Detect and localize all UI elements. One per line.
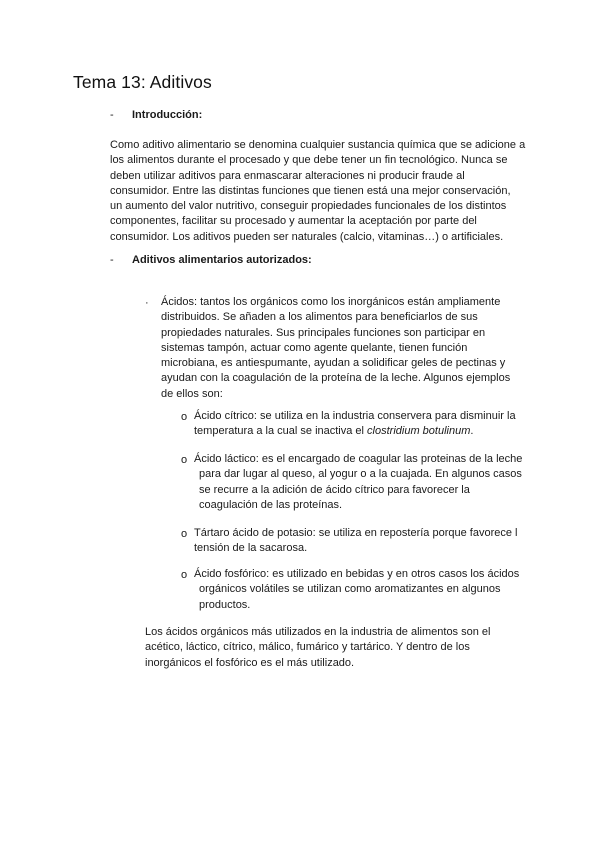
list-marker-icon: o [181,528,188,540]
example-line: se recurre a la adición de ácido cítrico para favorecer la [199,483,470,496]
intro-line: un aumento del valor nutritivo, conseguir propiedades funcionales de los distintos [110,200,507,213]
example-line: Ácido láctico: es el encargado de coagular las proteinas de la leche [194,453,523,465]
example-line: orgánicos volátiles se utilizan como aromatizantes en algunos [199,583,501,596]
list-marker-icon: o [181,569,188,581]
acidos-line: distribuidos. Se añaden a los alimentos para beneficiarlos de sus [161,311,478,324]
example-line-end: . [470,425,474,438]
section-heading-text: Introducción: [132,109,203,121]
bullet-icon: · [145,297,149,309]
section-heading-aditivos-autorizados [110,254,312,266]
closing-line: acético, láctico, cítrico, málico, fumárico y tartárico. Y dentro de los [145,641,470,654]
example-line: coagulación de las proteínas. [199,498,343,511]
intro-line: componentes, facilitar su procesado y aumentar la aceptación por parte del [110,215,477,228]
example-acido-fosforico [194,567,519,613]
example-line: para dar lugar al queso, al yogur o a la cuajada. En algunos casos [199,468,522,481]
page-title: Tema 13: Aditivos [73,72,212,92]
example-line: productos. [199,598,251,611]
acidos-line: de ellos son: [161,387,223,400]
closing-paragraph [145,625,490,671]
intro-paragraph [110,138,525,245]
acidos-paragraph [161,295,510,402]
example-line: Ácido fosfórico: es utilizado en bebidas y en otros casos los ácidos [194,568,520,580]
acidos-line: sistemas tampón, actuar como agente quelante, tienen función [161,341,468,354]
intro-line: deben utilizar aditivos para enmascarar alteraciones ni producir fraude al [110,169,465,182]
closing-line: Los ácidos orgánicos más utilizados en la industria de alimentos son el [145,626,491,638]
example-line: Tártaro ácido de potasio: se utiliza en repostería porque favorece l [194,527,518,539]
example-line: tensión de la sacarosa. [194,542,308,555]
section-dash: - [110,109,114,121]
list-marker-icon: o [181,411,188,423]
example-line: temperatura a la cual se inactiva el [194,425,368,438]
intro-line: los alimentos durante el procesado y que debe tener un fin tecnológico. Nunca se [110,154,508,167]
acidos-line: ayudan con la coagulación de la proteína de la leche. Algunos ejemplos [161,372,511,385]
section-dash: - [110,254,114,266]
section-heading-introduccion [110,109,202,121]
acidos-line: microbiana, es antiespumante, ayudan a solidificar geles de pectinas y [161,357,506,370]
intro-line: Como aditivo alimentario se denomina cualquier sustancia química que se adicione a [110,139,526,151]
acidos-line: Ácidos: tantos los orgánicos como los inorgánicos están ampliamente [161,296,501,308]
section-heading-text: Aditivos alimentarios autorizados: [132,254,312,266]
list-marker-icon: o [181,454,188,466]
example-tartaro [194,526,517,557]
intro-line: consumidor. Los aditivos pueden ser naturales (calcio, vitaminas…) o artificiales. [110,230,504,243]
example-acido-citrico [194,409,516,440]
acidos-line: propiedades naturales. Sus principales funciones son participar en [161,326,486,339]
closing-line: inorgánicos el fosfórico es el más utilizado. [145,656,355,669]
intro-line: consumidor. Entre las distintas funciones que tienen está una mejor conservación, [110,184,511,197]
example-line: Ácido cítrico: se utiliza en la industria conservera para disminuir la [194,410,516,422]
example-italic-term: clostridium botulinum [367,425,471,438]
example-acido-lactico [194,452,522,513]
